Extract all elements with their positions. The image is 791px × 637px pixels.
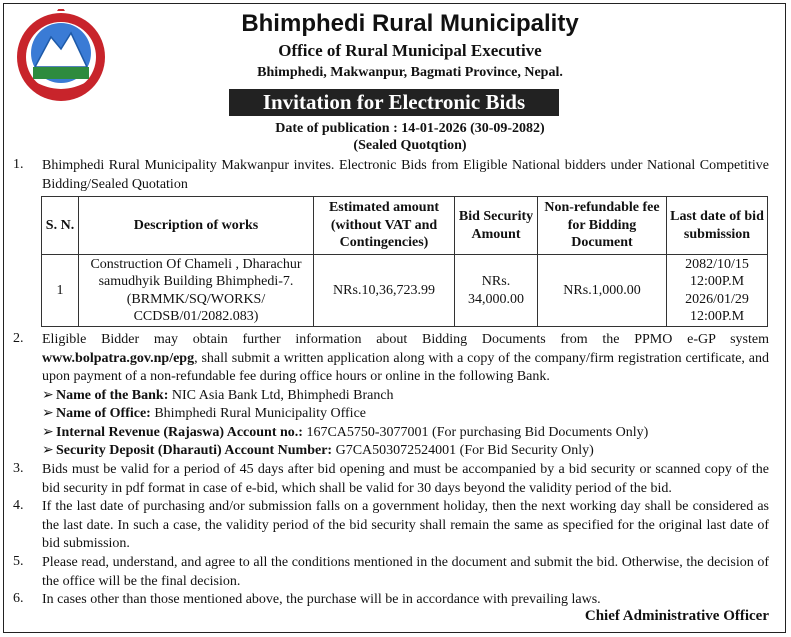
col-description: Description of works xyxy=(79,197,314,255)
bank-value: NIC Asia Bank Ltd, Bhimphedi Branch xyxy=(168,388,394,403)
bid-table xyxy=(41,196,768,327)
notice-banner: Invitation for Electronic Bids xyxy=(229,89,559,116)
item-2-part-c: , shall submit a written application along with a copy of the company/firm registration certificate, and upon payment of a non-refundable fee during office hours or online in the following Bank. xyxy=(42,350,769,384)
revenue-line: ➢ Internal Revenue (Rajaswa) Account no.: 167CA5750-3077001 (For purchasing Bid Documents Only) xyxy=(42,425,649,440)
cell-estimate: NRs.10,36,723.99 xyxy=(314,255,455,327)
english-date: 2026/01/29 xyxy=(685,291,749,307)
table-header-row xyxy=(42,197,768,255)
publication-date: Date of publication : 14-01-2026 (30-09-2082) xyxy=(275,121,545,136)
english-time: 12:00P.M xyxy=(689,309,745,324)
cell-fee: NRs.1,000.00 xyxy=(538,255,667,327)
municipality-emblem-icon xyxy=(13,9,109,107)
col-security: Bid Security Amount xyxy=(455,197,538,255)
col-last-date: Last date of bid submission xyxy=(667,197,768,255)
egp-link[interactable]: www.bolpatra.gov.np/epg xyxy=(42,350,195,366)
bank-label: Name of the Bank: xyxy=(56,388,169,403)
deposit-label: Security Deposit (Dharauti) Account Number: xyxy=(56,443,333,458)
office-name: Office of Rural Municipal Executive xyxy=(278,41,542,60)
item-2-text xyxy=(42,331,769,387)
municipality-title: Bhimphedi Rural Municipality xyxy=(241,10,579,37)
office-line: ➢ Name of Office: Bhimphedi Rural Municipality Office xyxy=(42,406,366,421)
sealed-label: (Sealed Quotqtion) xyxy=(353,138,467,153)
item-number: 2. xyxy=(13,331,24,346)
col-sn: S. N. xyxy=(42,197,79,255)
item-1-text: Bhimphedi Rural Municipality Makwanpur invites. Electronic Bids from Eligible National bidders under National Competitive Bidding/Sealed Quotation xyxy=(42,158,769,192)
office-label: Name of Office: xyxy=(56,406,151,421)
nepali-time: 12:00P.M xyxy=(689,274,745,289)
cell-sn: 1 xyxy=(42,255,79,327)
bank-line: ➢ Name of the Bank: NIC Asia Bank Ltd, Bhimphedi Branch xyxy=(42,388,394,403)
col-fee: Non-refundable fee for Bidding Document xyxy=(538,197,667,255)
item-5-text: Please read, understand, and agree to all the conditions mentioned in the document and submit the bid. Otherwise, the decision of the office will be the final decision. xyxy=(42,555,769,589)
item-number: 6. xyxy=(13,591,24,606)
revenue-label: Internal Revenue (Rajaswa) Account no.: xyxy=(56,425,303,440)
cell-security: NRs. 34,000.00 xyxy=(455,255,538,327)
item-number: 4. xyxy=(13,498,24,513)
revenue-value: 167CA5750-3077001 (For purchasing Bid Documents Only) xyxy=(302,425,649,440)
signature: Chief Administrative Officer xyxy=(584,608,769,624)
nepali-date: 2082/10/15 xyxy=(685,256,749,272)
address: Bhimphedi, Makwanpur, Bagmati Province, Nepal. xyxy=(257,65,563,80)
table-row xyxy=(42,255,768,327)
item-number: 1. xyxy=(13,157,24,172)
cell-description: Construction Of Chameli , Dharachur samudhyik Building Bhimphedi-7. (BRMMK/SQ/WORKS/ CCDSB/01/2082.083) xyxy=(79,255,314,327)
item-6-text: In cases other than those mentioned above, the purchase will be in accordance with prevailing laws. xyxy=(42,592,601,607)
office-value: Bhimphedi Rural Municipality Office xyxy=(150,406,366,421)
item-number: 3. xyxy=(13,461,24,476)
deposit-line: ➢ Security Deposit (Dharauti) Account Number: G7CA503072524001 (For Bid Security Only) xyxy=(42,443,594,458)
item-3-text: Bids must be valid for a period of 45 days after bid opening and must be accompanied by a bid security or scanned copy of the bid security in pdf format in case of e-bid, which shall be valid for 30 days beyond the validity period of the bid. xyxy=(42,462,769,496)
item-4-text: If the last date of purchasing and/or submission falls on a government holiday, then the next working day shall be considered as the last date. In such a case, the validity period of the bid security shall remain the same as specified for the original last date of bid submission. xyxy=(42,499,769,551)
item-2-part-a: Eligible Bidder may obtain further information about Bidding Documents from the PPMO e-GP system xyxy=(42,332,769,347)
item-number: 5. xyxy=(13,554,24,569)
deposit-value: G7CA503072524001 (For Bid Security Only) xyxy=(332,443,594,458)
cell-last-date xyxy=(667,255,768,327)
col-estimate: Estimated amount (without VAT and Contingencies) xyxy=(314,197,455,255)
